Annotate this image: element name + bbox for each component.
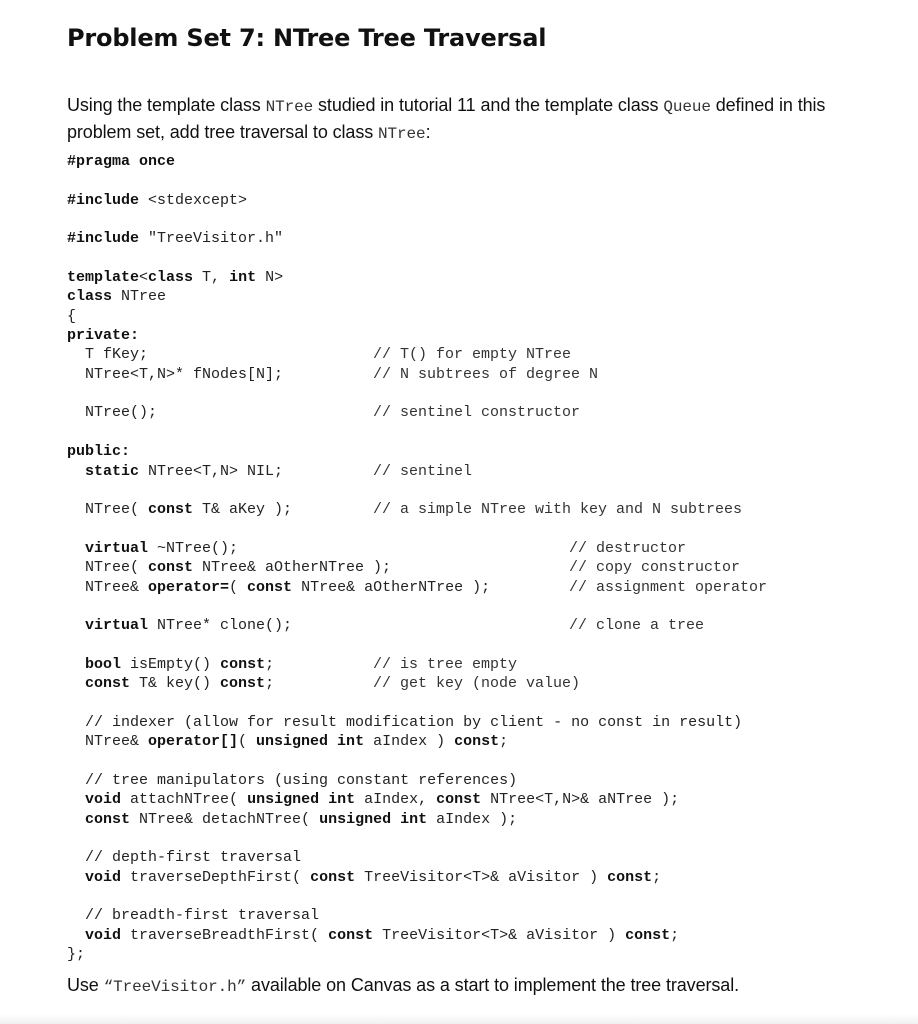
intro-text: Using the template class — [67, 95, 266, 115]
include-treevisitor: "TreeVisitor.h" — [148, 230, 284, 248]
include-stdexcept: <stdexcept> — [148, 191, 248, 209]
intro-text: studied in tutorial 11 and the template class — [313, 95, 664, 115]
sentinel-constructor: NTree(); — [85, 404, 158, 422]
breadth-first-method: void traverseBreadthFirst( const TreeVisitor<T>& aVisitor ) const; — [85, 926, 680, 944]
code-comment: // sentinel — [373, 462, 473, 480]
page-bottom-edge — [0, 1014, 918, 1024]
attach-method: void attachNTree( unsigned int aIndex, const NTree<T,N>& aNTree ); — [85, 791, 680, 809]
code-comment: // N subtrees of degree N — [373, 365, 599, 383]
destructor: virtual ~NTree(); — [85, 539, 239, 557]
clone-method: virtual NTree* clone(); — [85, 617, 293, 635]
intro-text: : — [425, 122, 431, 142]
intro-code-queue: Queue — [663, 98, 711, 116]
code-comment: // sentinel constructor — [373, 404, 581, 422]
key-method: const T& key() const; — [85, 675, 275, 693]
code-comment: // depth-first traversal — [85, 849, 302, 867]
public-label: public: — [67, 443, 131, 461]
code-comment: // tree manipulators (using constant references) — [85, 772, 518, 789]
code-comment: // indexer (allow for result modification by client - no const in result) — [85, 713, 743, 731]
detach-method: const NTree& detachNTree( unsigned int aIndex ); — [85, 810, 518, 828]
code-comment: // breadth-first traversal — [85, 907, 320, 925]
pragma-directive: #pragma once — [67, 153, 176, 170]
indexer-operator: NTree& operator[]( unsigned int aIndex ) const; — [67, 733, 509, 751]
copy-constructor: NTree( const NTree& aOtherNTree ); — [67, 559, 392, 577]
code-comment: // clone a tree — [569, 617, 705, 635]
intro-paragraph — [67, 93, 857, 147]
code-comment: // get key (node value) — [373, 675, 581, 693]
open-brace: { — [67, 307, 77, 325]
intro-code-ntree: NTree — [378, 125, 426, 143]
member-fkey: T fKey; — [85, 346, 149, 364]
code-comment: // is tree empty — [373, 655, 518, 673]
static-nil: static NTree<T,N> NIL; — [85, 462, 284, 480]
code-comment: // T() for empty NTree — [373, 346, 572, 364]
closing-paragraph — [67, 973, 867, 1000]
code-comment: // assignment operator — [569, 578, 768, 596]
key-constructor: NTree( const T& aKey ); — [67, 501, 293, 519]
outro-code-treevisitor: “TreeVisitor.h” — [103, 978, 247, 996]
code-comment: // a simple NTree with key and N subtrees — [373, 501, 743, 519]
intro-text: defined in this problem set, add tree traversal to class — [67, 95, 826, 142]
is-empty-method: bool isEmpty() const; — [85, 655, 275, 673]
assignment-operator: NTree& operator=( const NTree& aOtherNTree ); — [67, 578, 491, 596]
depth-first-method: void traverseDepthFirst( const TreeVisitor<T>& aVisitor ) const; — [85, 868, 662, 886]
outro-text: available on Canvas as a start to implement the tree traversal. — [246, 975, 740, 995]
page-title: Problem Set 7: NTree Tree Traversal — [67, 24, 547, 52]
code-comment: // copy constructor — [569, 559, 741, 577]
close-brace: }; — [67, 946, 86, 964]
class-declaration: class NTree — [67, 288, 167, 306]
include-keyword: #include — [67, 230, 140, 248]
member-fnodes: NTree<T,N>* fNodes[N]; — [85, 365, 284, 383]
include-keyword: #include — [67, 191, 140, 209]
private-label: private: — [67, 327, 140, 345]
intro-code-ntree: NTree — [265, 98, 314, 116]
template-declaration: template<class T, int N> — [67, 269, 284, 287]
outro-text: Use — [67, 975, 104, 995]
code-comment: // destructor — [569, 539, 687, 557]
